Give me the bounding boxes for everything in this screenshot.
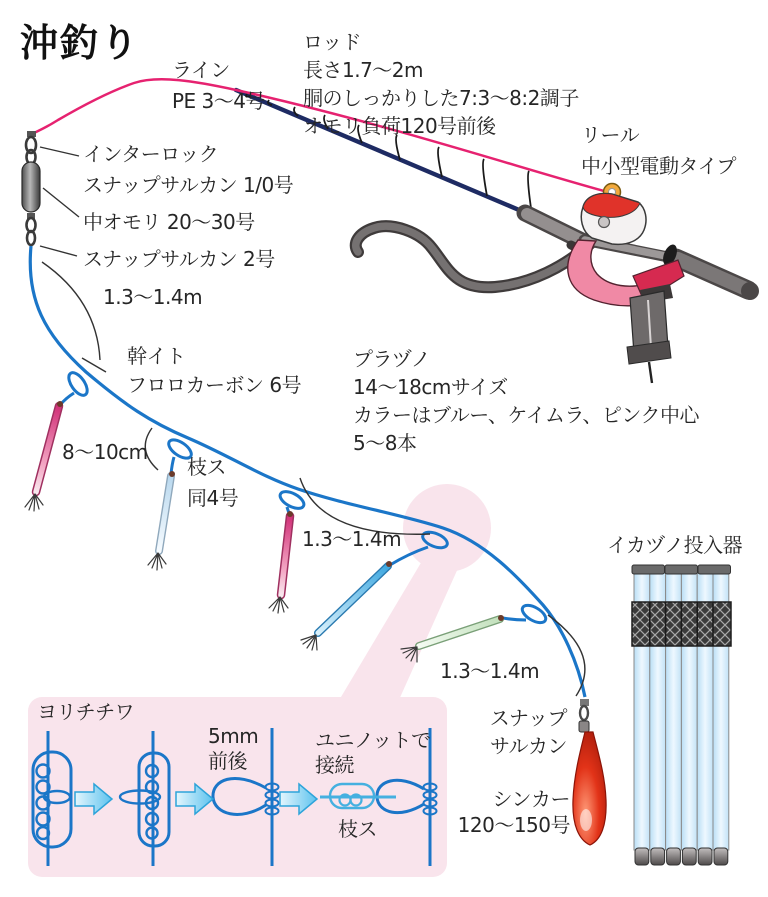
knot-box-title: ヨリチチワ (37, 700, 135, 724)
mid-weight-label: 中オモリ 20〜30号 (83, 210, 255, 234)
plazuno-label-2: 14〜18cmサイズ (353, 375, 508, 399)
page-title: 沖釣り (20, 21, 141, 65)
dispenser-band (632, 602, 731, 646)
sinker (573, 732, 606, 845)
knot-connect-label (315, 728, 431, 778)
rod-label-2: 長さ1.7〜2m (303, 58, 424, 82)
sinker-label-1: シンカー (492, 787, 570, 811)
interlock-label-2: スナップサルカン 1/0号 (83, 173, 294, 197)
knot-gap-label-2: 前後 (208, 749, 247, 773)
branch-line-label (187, 452, 238, 514)
main-line-label (127, 342, 301, 400)
interlock-label (83, 139, 293, 201)
rod-label-1: ロッド (303, 30, 362, 54)
knot-branch-label: 枝ス (338, 817, 377, 841)
snap-swivel-3-label-2: サルカン (490, 734, 567, 758)
main-line-label-2: フロロカーボン 6号 (127, 373, 302, 397)
knot-gap-label (208, 724, 258, 774)
branch-line-label-2: 同4号 (187, 486, 239, 510)
dispenser-bottom-caps (635, 848, 728, 865)
rod-label-4: オモリ負荷120号前後 (303, 114, 496, 138)
dropper-length-label: 8〜10cm (62, 440, 148, 464)
interlock-label-1: インターロック (83, 142, 219, 166)
jig-dispenser (632, 565, 731, 865)
rod-label (303, 28, 579, 140)
sinker-label-2: 120〜150号 (457, 813, 570, 837)
section-length-1-label: 1.3〜1.4m (103, 285, 203, 309)
branch-line-label-1: 枝ス (187, 455, 226, 479)
main-line (30, 246, 585, 697)
squid-jig-pink-1 (25, 401, 63, 511)
knot-connect-label-1: ユニノットで (315, 728, 431, 752)
snap-swivel-3 (579, 699, 589, 732)
dispenser-top-caps (632, 565, 731, 574)
reel-label (581, 120, 736, 182)
plazuno-label-1: プラヅノ (353, 347, 431, 371)
plazuno-label-3: カラーはブルー、ケイムラ、ピンク中心 (353, 403, 699, 427)
snap-swivel-2-label: スナップサルカン 2号 (83, 247, 275, 271)
reel-label-1: リール (581, 123, 640, 147)
line-label (172, 55, 265, 117)
main-line-label-1: 幹イト (127, 344, 186, 368)
section-length-2-label: 1.3〜1.4m (302, 527, 402, 551)
reel-label-2: 中小型電動タイプ (581, 154, 736, 178)
snap-swivel-3-label-1: スナップ (489, 706, 567, 730)
line-label-2: PE 3〜4号 (172, 89, 266, 113)
snap-swivel-3-label (490, 704, 567, 760)
rod-label-3: 胴のしっかりした7:3〜8:2調子 (303, 86, 579, 110)
plazuno-label-4: 5〜8本 (353, 431, 417, 455)
knot-connect-label-2: 接続 (315, 753, 354, 777)
terminal-chain (22, 131, 40, 245)
sinker-label (458, 786, 570, 838)
line-label-1: ライン (172, 58, 230, 82)
plazuno-label (353, 345, 699, 457)
dispenser-label: イカヅノ投入器 (607, 533, 743, 557)
squid-jig-pink-3 (269, 511, 293, 613)
section-length-3-label: 1.3〜1.4m (440, 659, 540, 683)
squid-jig-white-2 (148, 471, 175, 570)
electric-reel (581, 184, 646, 245)
mid-weight (22, 162, 40, 212)
knot-gap-label-1: 5mm (208, 724, 259, 748)
